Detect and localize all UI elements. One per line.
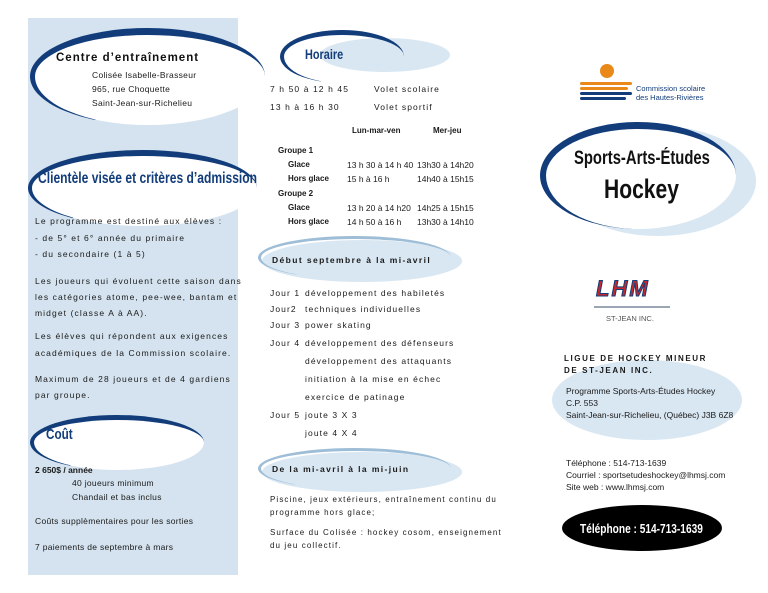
cs-logo-line2: des Hautes-Rivières xyxy=(636,93,704,102)
horaire-label1: Volet scolaire xyxy=(374,84,440,94)
mi-avril-p2-l2: du jeu collectif. xyxy=(270,541,342,550)
title-line2: Hockey xyxy=(604,174,679,204)
mi-avril-p2-l1: Surface du Colisée : hockey cosom, enseignement xyxy=(270,528,502,537)
centre-line2: 965, rue Choquette xyxy=(92,84,171,94)
mi-avril-p1-l2: programme hors glace; xyxy=(270,508,376,517)
waves-icon xyxy=(580,82,632,102)
mi-avril-title: De la mi-avril à la mi-juin xyxy=(272,464,410,474)
clientele-para2-l2: académiques de la Commission scolaire. xyxy=(35,348,232,358)
day-label: Jour 3 xyxy=(270,320,301,330)
contact-web[interactable]: Site web : www.lhmsj.com xyxy=(566,482,665,492)
cs-logo-line1: Commission scolaire xyxy=(636,84,706,93)
clientele-intro: Le programme est destiné aux élèves : xyxy=(35,216,223,226)
clientele-swoosh xyxy=(28,150,257,226)
day-activity: joute 3 X 3 xyxy=(305,410,358,420)
group2-hors-c2: 13h30 à 14h10 xyxy=(417,217,474,227)
group1-hors-c1: 15 h à 16 h xyxy=(347,174,390,184)
day-label: Jour2 xyxy=(270,304,297,314)
group1-hors: Hors glace xyxy=(288,174,329,183)
horaire-time1: 7 h 50 à 12 h 45 xyxy=(270,84,350,94)
group2-label: Groupe 2 xyxy=(278,189,314,198)
centre-title: Centre d’entraînement xyxy=(56,52,200,64)
group1-glace-c2: 13h30 à 14h20 xyxy=(417,160,474,170)
day-activity: développement des habiletés xyxy=(305,288,446,298)
group1-label: Groupe 1 xyxy=(278,146,314,155)
cout-line3: Coûts supplèmentaires pour les sorties xyxy=(35,516,194,526)
title-line1: Sports-Arts-Études xyxy=(574,148,710,169)
day-activity: exercice de patinage xyxy=(305,392,406,402)
debut-title: Début septembre à la mi-avril xyxy=(272,255,432,265)
day-activity: power skating xyxy=(305,320,372,330)
horaire-col2-header: Mer-jeu xyxy=(433,126,462,135)
horaire-time2: 13 h à 16 h 30 xyxy=(270,102,340,112)
clientele-para1-l3: midget (classe A à AA). xyxy=(35,308,148,318)
sun-icon xyxy=(600,64,614,78)
clientele-para3-l1: Maximum de 28 joueurs et de 4 gardiens xyxy=(35,374,231,384)
centre-line3: Saint-Jean-sur-Richelieu xyxy=(92,98,193,108)
cout-price: 2 650$ / année xyxy=(35,465,93,475)
cout-title: Coût xyxy=(46,426,73,443)
ligue-line2: DE ST-JEAN INC. xyxy=(564,366,654,375)
phone-button-label: Téléphone : 514-713-1639 xyxy=(580,521,703,536)
group2-glace-c1: 13 h 20 à 14 h20 xyxy=(347,203,411,213)
group2-glace-c2: 14h25 à 15h15 xyxy=(417,203,474,213)
clientele-para1-l1: Les joueurs qui évoluent cette saison dans xyxy=(35,276,242,286)
centre-line1: Colisée Isabelle-Brasseur xyxy=(92,70,197,80)
address-line1: Programme Sports-Arts-Études Hockey xyxy=(566,386,716,396)
clientele-item2: - du secondaire (1 à 5) xyxy=(35,249,146,259)
address-line2: C.P. 553 xyxy=(566,398,598,408)
contact-email[interactable]: Courriel : sportsetudeshockey@lhmsj.com xyxy=(566,470,726,480)
address-line3: Saint-Jean-sur-Richelieu, (Québec) J3B 6Z8 xyxy=(566,410,734,420)
clientele-item1: - de 5° et 6° année du primaire xyxy=(35,233,186,243)
group1-hors-c2: 14h40 à 15h15 xyxy=(417,174,474,184)
cout-line4: 7 paiements de septembre à mars xyxy=(35,542,174,552)
horaire-col1-header: Lun-mar-ven xyxy=(352,126,401,135)
commission-scolaire-logo xyxy=(580,64,710,106)
cout-line2: Chandail et bas inclus xyxy=(72,492,162,502)
day-activity: développement des défenseurs xyxy=(305,338,455,348)
group2-hors-c1: 14 h 50 à 16 h xyxy=(347,217,402,227)
horaire-title: Horaire xyxy=(305,46,344,62)
group1-glace: Glace xyxy=(288,160,310,169)
phone-button[interactable] xyxy=(562,505,722,551)
cout-line1: 40 joueurs minimum xyxy=(72,478,154,488)
group2-glace: Glace xyxy=(288,203,310,212)
lhm-letters: LHM xyxy=(596,276,650,301)
day-activity: développement des attaquants xyxy=(305,356,453,366)
day-label: Jour 5 xyxy=(270,410,301,420)
clientele-para3-l2: par groupe. xyxy=(35,390,91,400)
contact-tel: Téléphone : 514-713-1639 xyxy=(566,458,667,468)
lhm-logo xyxy=(588,272,678,327)
clientele-para2-l1: Les élèves qui répondent aux exigences xyxy=(35,331,229,341)
group2-hors: Hors glace xyxy=(288,217,329,226)
day-activity: joute 4 X 4 xyxy=(305,428,358,438)
day-label: Jour 4 xyxy=(270,338,301,348)
day-activity: initiation à la mise en échec xyxy=(305,374,442,384)
day-activity: techniques individuelles xyxy=(305,304,422,314)
clientele-title: Clientèle visée et critères d’admission xyxy=(38,170,258,187)
day-label: Jour 1 xyxy=(270,288,301,298)
lhm-sub: ST-JEAN INC. xyxy=(606,314,654,323)
group1-glace-c1: 13 h 30 à 14 h 40 xyxy=(347,160,414,170)
ligue-line1: LIGUE DE HOCKEY MINEUR xyxy=(564,354,708,363)
horaire-label2: Volet sportif xyxy=(374,102,433,112)
mi-avril-p1-l1: Piscine, jeux extérieurs, entraînement continu du xyxy=(270,495,497,504)
clientele-para1-l2: les catégories atome, pee-wee, bantam et xyxy=(35,292,238,302)
